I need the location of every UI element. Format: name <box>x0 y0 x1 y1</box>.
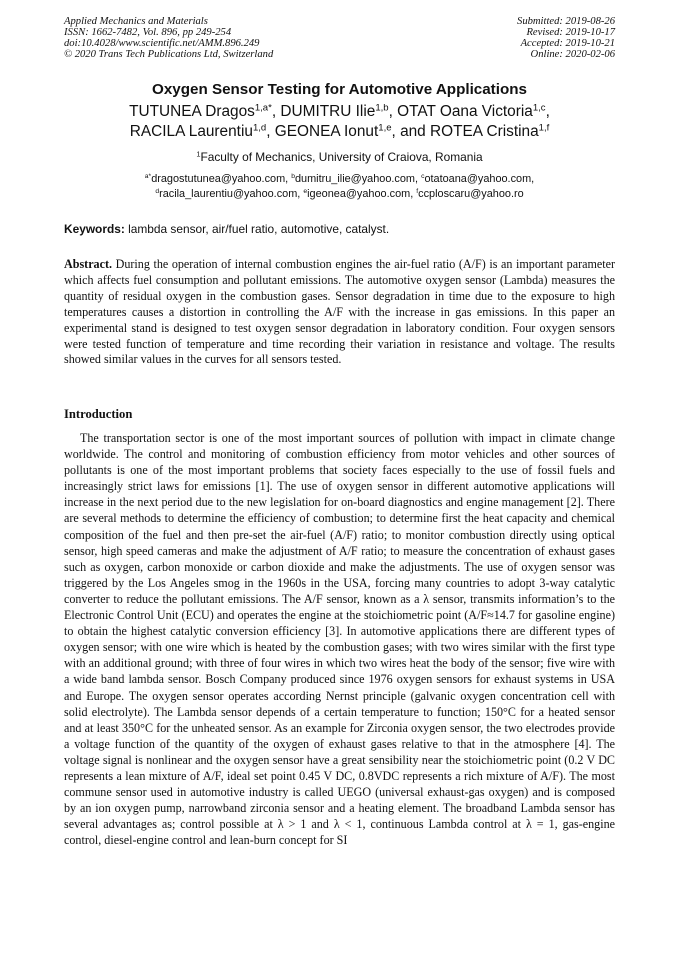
email-sup: b <box>291 172 295 180</box>
author-sep: , <box>266 123 275 140</box>
author-sup: 1,a* <box>254 102 272 114</box>
affiliation <box>64 150 615 164</box>
journal-name: Applied Mechanics and Materials <box>64 16 208 27</box>
email-sup: e <box>303 187 308 195</box>
abstract-text: During the operation of internal combustion engines the air-fuel ratio (A/F) is an important parameter which affects fuel consumption and pollutant emissions. The automotive oxygen sensor (Lambda) measures the quantity of residual oxygen in the combustion gases. Sensor degradation in time due to the exposure to high temperatures causes a distortion in controlling the A/F with the increase in gas emissions. In this paper an experimental stand is designed to test oxygen sensor degradation in laboratory condition. Four oxygen sensors were tested function of temperature and time recording their variation in resistance and voltage. The results showed similar values in the curves for all sensors tested. <box>64 257 615 367</box>
author-name: ROTEA Cristina <box>430 123 539 140</box>
email-sep: , <box>285 173 292 185</box>
author-sup: 1,c <box>532 102 546 114</box>
author-line <box>64 102 615 122</box>
abstract <box>64 257 615 368</box>
affiliation-text: Faculty of Mechanics, University of Craiova, Romania <box>200 150 483 164</box>
abstract-label: Abstract. <box>64 257 113 271</box>
keywords-text: lambda sensor, air/fuel ratio, automotive, catalyst. <box>124 222 390 236</box>
journal-info <box>64 16 273 60</box>
email-line <box>64 172 615 187</box>
author-name: OTAT Oana Victoria <box>397 103 533 120</box>
email-sep: , <box>410 188 417 200</box>
email-sup: d <box>155 187 160 195</box>
author-list <box>64 102 615 142</box>
date-accepted: Accepted: 2019-10-21 <box>520 38 615 49</box>
date-revised: Revised: 2019-10-17 <box>526 27 615 38</box>
author-line <box>64 122 615 142</box>
author-name: DUMITRU Ilie <box>280 103 376 120</box>
author-name: GEONEA Ionut <box>274 123 379 140</box>
email-sup: c <box>421 172 425 180</box>
author-sup: 1,e <box>378 122 392 134</box>
email-line <box>64 187 615 202</box>
keywords <box>64 222 615 236</box>
email-sup: f <box>416 187 419 195</box>
author-sup: 1,d <box>252 122 267 134</box>
author-sep: , <box>271 103 281 120</box>
author-sup: 1,b <box>375 102 389 114</box>
email-address: dragostutunea@yahoo.com <box>151 173 286 185</box>
keywords-label: Keywords: <box>64 222 125 236</box>
email-address: ccploscaru@yahoo.ro <box>418 188 524 200</box>
email-address: otatoana@yahoo.com <box>424 173 532 185</box>
journal-doi: doi:10.4028/www.scientific.net/AMM.896.249 <box>64 38 260 49</box>
email-address: dumitru_ilie@yahoo.com <box>294 173 415 185</box>
email-sep: , <box>415 173 422 185</box>
date-submitted: Submitted: 2019-08-26 <box>517 16 615 27</box>
author-name: TUTUNEA Dragos <box>129 103 255 120</box>
journal-copyright: © 2020 Trans Tech Publications Ltd, Switzerland <box>64 49 274 60</box>
author-sep: , and <box>391 123 431 140</box>
introduction-text: The transportation sector is one of the most important sources of pollution with impact in climate change worldwide. The control and monitoring of combustion efficiency from motor vehicles and other sources of pollutants is one of the most important problems that society faces especially to the use of fossil fuels and increasingly strict laws for emissions [1]. The use of oxygen sensor in different automotive applications will increase in the next period due to the new legislation for on-board diagnostics and engine management [2]. There are several methods to determine the efficiency of combustion; to determine first the heat capacity and chemical composition of the fuel and then pre-set the air-fuel (A/F) ratio; to monitor combustion directly using optical sensor, high speed cameras and make the adjustment of A/F ratio; to measure the concentration of exhaust gases such as oxygen, carbon monoxide or carbon dioxide and make the adjustments. The use of oxygen sensor was triggered by the Los Angeles smog in the 1960s in the USA, forcing many countries to adopt 3-way catalytic converter to reduce the pollutant emissions. The A/F sensor, known as a λ sensor, transmits information’s to the Electronic Control Unit (ECU) and operates the engine at the stoichiometric point (A/F≈14.7 for gasoline engine) to obtain the highest catalytic conversion efficiency [3]. In automotive applications there are different types of oxygen sensor; with one wire which is heated by the combustion gases; with two wires similar with the first type with an additional ground; with three of four wires in which two wires heat the body of the sensor; five wire with a wide band lambda sensor. Bosch Company produced since 1976 oxygen sensors for exhaust systems in USA and Europe. The oxygen sensor operates according Nernst principle (galvanic oxygen concentration cell with solid electrolyte). The Lambda sensor depends of a certain temperature to function; 150°C for a heated sensor and at least 350°C for the unheated sensor. As an example for Zirconia oxygen sensor, the two electrodes provide a voltage function of the quantity of the oxygen of exhaust gases relative to that in the atmosphere [4]. The voltage signal is nonlinear and the oxygen sensor have a great sensibility near the stoichiometric point (0.2 V DC represents a lean mixture of A/F, ideal set point 0.45 V DC, 0.8VDC represents a rich mixture of A/F). The most commune sensor used in automotive industry is called UEGO (universal exhaust-gas oxygen) and is composed by an ion oxygen pump, narrowband zirconia sensor and a heating element. The broadband Lambda sensor has several advantages as; control possible at λ > 1 and λ < 1, continuous Lambda control at λ = 1, gas-engine control, diesel-engine control and lean-burn concept for SI <box>64 431 615 848</box>
email-sep: , <box>531 173 535 185</box>
publication-dates <box>517 16 615 60</box>
author-sep: , <box>545 103 550 120</box>
affiliation-sup: 1 <box>196 149 201 159</box>
author-sup: 1,f <box>538 122 550 134</box>
email-address: racila_laurentiu@yahoo.com <box>159 188 298 200</box>
date-online: Online: 2020-02-06 <box>530 49 615 60</box>
paper-title: Oxygen Sensor Testing for Automotive Applications <box>152 81 527 98</box>
author-sep: , <box>388 103 398 120</box>
section-heading-introduction: Introduction <box>64 407 133 421</box>
author-name: RACILA Laurentiu <box>129 123 253 140</box>
email-address: igeonea@yahoo.com <box>307 188 411 200</box>
author-emails <box>64 172 615 202</box>
email-sup: a* <box>144 172 152 180</box>
email-sep: , <box>297 188 304 200</box>
journal-issn: ISSN: 1662-7482, Vol. 896, pp 249-254 <box>64 27 232 38</box>
